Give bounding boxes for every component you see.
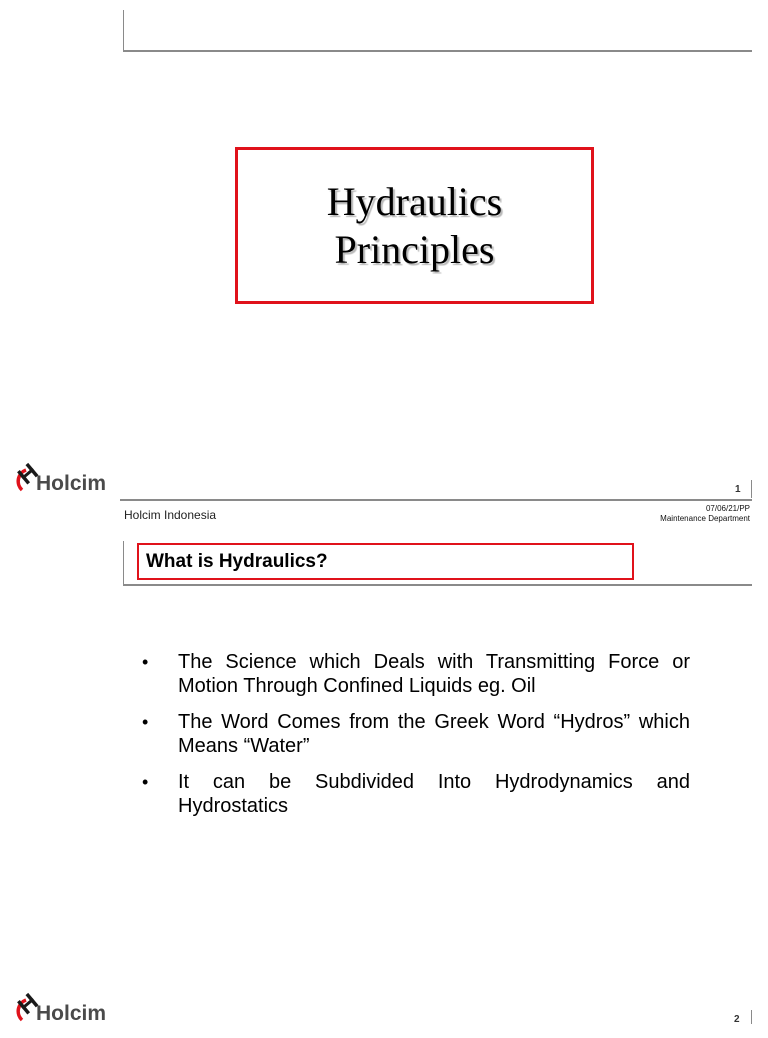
holcim-logo-slide3 (12, 990, 122, 1038)
bullet-dot: • (142, 652, 149, 672)
page-number-slide3: 2 (734, 1014, 740, 1025)
page-number-tick (751, 1010, 752, 1024)
logo-text: Holcim (36, 1002, 107, 1025)
bullet-list (140, 650, 690, 830)
document-meta (660, 504, 750, 524)
bullet-item (140, 650, 690, 698)
bullet-item (140, 770, 690, 818)
slide1-title-box (235, 147, 594, 304)
bullet-item (140, 710, 690, 758)
slide2-header-rule (120, 499, 752, 501)
bullet-text: The Word Comes from the Greek Word “Hydros” which Means “Water” (178, 711, 690, 757)
slide1-frame-horizontal-line (123, 50, 752, 52)
bullet-dot: • (142, 712, 149, 732)
page-number-tick (751, 480, 752, 498)
bullet-text: The Science which Deals with Transmitting Force or Motion Through Confined Liquids eg. Oil (178, 651, 690, 697)
bullet-text: It can be Subdivided Into Hydrodynamics and Hydrostatics (178, 771, 690, 817)
slide-heading: What is Hydraulics? (137, 543, 634, 580)
page-number: 1 (735, 484, 741, 495)
slide2-frame-vertical-line (123, 541, 124, 585)
logo-text: Holcim (36, 472, 107, 495)
doc-code: 07/06/21/PP (705, 504, 750, 513)
slide1-frame-vertical-line (123, 10, 124, 51)
slide2-frame-horizontal-line (123, 584, 752, 586)
title-line-1: Hydraulics (326, 178, 503, 224)
company-name: Holcim Indonesia (124, 508, 217, 522)
title-line-2: Principles (334, 226, 495, 272)
department: Maintenance Department (660, 514, 750, 523)
holcim-logo (12, 460, 122, 508)
bullet-dot: • (142, 772, 149, 792)
